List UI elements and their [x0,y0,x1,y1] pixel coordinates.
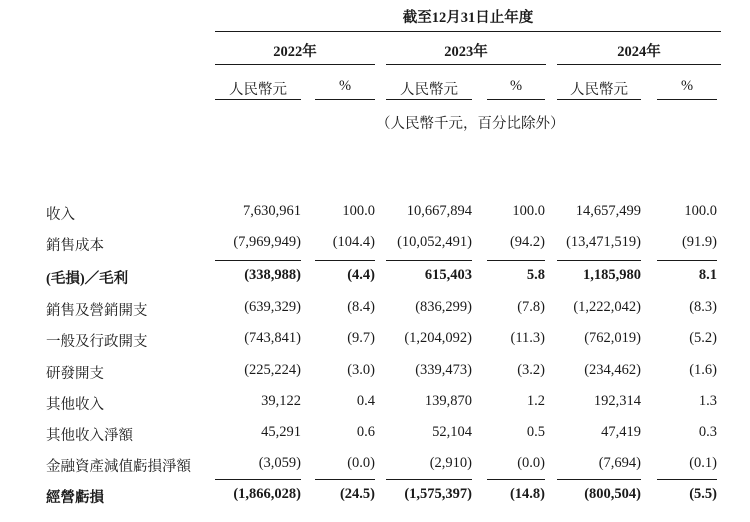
row-label: 銷售成本 [46,238,104,254]
cell-pct-2024: (0.1) [689,455,717,471]
unit-header-2024: 人民幣元 [570,82,628,98]
table-row [0,234,750,258]
cell-pct-2023: (3.2) [517,362,545,378]
row-label: 一般及行政開支 [46,334,148,350]
cell-pct-2024: (5.2) [689,330,717,346]
cell-amount-2022: (338,988) [244,267,301,283]
cell-amount-2022: (7,969,949) [233,234,301,250]
cell-amount-2022: (743,841) [244,330,301,346]
unit-rule-2023 [386,99,472,100]
cell-pct-2024: (1.6) [689,362,717,378]
cell-pct-2024: 0.3 [698,424,717,440]
cell-amount-2023: 52,104 [432,424,472,440]
cell-amount-2022: (225,224) [244,362,301,378]
subtotal-rule-c3 [386,260,472,261]
cell-amount-2023: (2,910) [429,455,472,471]
cell-pct-2023: (0.0) [517,455,545,471]
pct-rule-2023 [487,99,545,100]
cell-pct-2022: (0.0) [347,455,375,471]
row-label: 收入 [46,207,75,223]
cell-amount-2024: 192,314 [593,393,641,409]
cell-amount-2024: 1,185,980 [583,267,641,283]
cell-amount-2023: (1,204,092) [404,330,472,346]
cell-pct-2023: 100.0 [512,203,545,219]
subtotal-rule-c6 [657,260,717,261]
year-header-2024: 2024年 [617,44,661,60]
cell-pct-2022: 0.6 [356,424,375,440]
table-row [0,267,750,291]
cell-pct-2024: (5.5) [689,486,717,502]
cell-amount-2022: (639,329) [244,299,301,315]
row-label: 經營虧損 [46,490,104,506]
cell-pct-2023: (7.8) [517,299,545,315]
subtotal-rule-c2 [315,260,375,261]
cell-pct-2024: 8.1 [698,267,717,283]
pct-rule-2024 [657,99,717,100]
cell-pct-2022: (104.4) [332,234,375,250]
cell-pct-2023: 5.8 [526,267,545,283]
cell-pct-2023: 0.5 [526,424,545,440]
unit-header-2023: 人民幣元 [400,82,458,98]
cell-amount-2024: (13,471,519) [566,234,641,250]
cell-pct-2024: 1.3 [698,393,717,409]
total-rule-c5 [557,479,641,480]
cell-amount-2023: (1,575,397) [404,486,472,502]
row-label: 銷售及營銷開支 [46,303,148,319]
table-row [0,424,750,448]
cell-amount-2024: 14,657,499 [575,203,641,219]
cell-pct-2024: 100.0 [684,203,717,219]
row-label: 其他收入淨額 [46,428,133,444]
row-label: 研發開支 [46,366,104,382]
cell-amount-2022: 7,630,961 [243,203,301,219]
cell-amount-2023: 615,403 [424,267,472,283]
year-header-2022: 2022年 [273,44,317,60]
row-label: (毛損)／毛利 [46,271,129,287]
pct-header-2022: % [338,78,352,94]
cell-amount-2022: 39,122 [261,393,301,409]
total-rule-c1 [215,479,301,480]
table-row [0,203,750,227]
total-rule-c4 [487,479,545,480]
total-rule-c3 [386,479,472,480]
cell-amount-2023: (10,052,491) [397,234,472,250]
total-rule-c6 [657,479,717,480]
cell-pct-2022: (9.7) [347,330,375,346]
cell-pct-2022: (8.4) [347,299,375,315]
cell-pct-2022: (4.4) [347,267,375,283]
cell-amount-2024: (7,694) [598,455,641,471]
cell-amount-2024: 47,419 [601,424,641,440]
table-row [0,393,750,417]
subtotal-rule-c1 [215,260,301,261]
cell-amount-2023: (339,473) [415,362,472,378]
cell-amount-2022: 45,291 [261,424,301,440]
pct-header-2023: % [509,78,523,94]
cell-pct-2023: (94.2) [509,234,545,250]
cell-amount-2024: (1,222,042) [573,299,641,315]
period-header: 截至12月31日止年度 [402,10,534,26]
cell-pct-2022: (24.5) [339,486,375,502]
table-row [0,330,750,354]
cell-amount-2023: 139,870 [424,393,472,409]
table-row [0,486,750,510]
unit-note: （人民幣千元，百分比除外） [376,116,565,132]
year-rule-2024 [557,64,721,65]
cell-pct-2023: (14.8) [509,486,545,502]
cell-pct-2023: (11.3) [510,330,545,346]
cell-amount-2024: (800,504) [584,486,641,502]
cell-amount-2024: (762,019) [584,330,641,346]
cell-pct-2024: (91.9) [681,234,717,250]
pct-rule-2022 [315,99,375,100]
cell-pct-2022: (3.0) [347,362,375,378]
year-header-2023: 2023年 [444,44,488,60]
unit-rule-2022 [215,99,301,100]
unit-rule-2024 [557,99,641,100]
cell-amount-2022: (1,866,028) [233,486,301,502]
subtotal-rule-c5 [557,260,641,261]
pct-header-2024: % [680,78,694,94]
cell-amount-2022: (3,059) [258,455,301,471]
unit-header-2022: 人民幣元 [229,82,287,98]
total-rule-c2 [315,479,375,480]
period-rule [215,31,721,32]
subtotal-rule-c4 [487,260,545,261]
year-rule-2023 [386,64,546,65]
cell-pct-2023: 1.2 [526,393,545,409]
year-rule-2022 [215,64,375,65]
cell-amount-2024: (234,462) [584,362,641,378]
cell-pct-2022: 0.4 [356,393,375,409]
row-label: 金融資產減值虧損淨額 [46,459,191,475]
cell-amount-2023: (836,299) [415,299,472,315]
table-row [0,362,750,386]
cell-pct-2024: (8.3) [689,299,717,315]
table-row [0,299,750,323]
cell-amount-2023: 10,667,894 [406,203,472,219]
cell-pct-2022: 100.0 [342,203,375,219]
row-label: 其他收入 [46,397,104,413]
table-row [0,455,750,479]
